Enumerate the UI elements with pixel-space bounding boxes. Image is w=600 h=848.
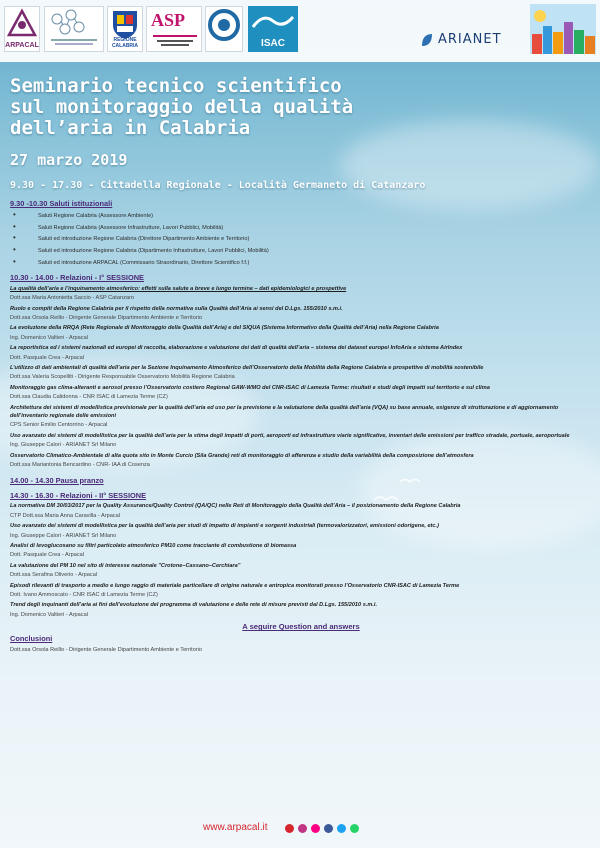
twitter-icon[interactable]: [337, 824, 346, 833]
footer: [0, 818, 600, 840]
youtube-icon[interactable]: [285, 824, 294, 833]
event-date: 27 marzo 2019: [10, 151, 128, 169]
event-venue: 9.30 - 17.30 - Cittadella Regionale - Località Germaneto di Catanzaro: [10, 180, 426, 191]
speaker: Ing. Domenico Valtieri - Arpacal: [10, 334, 88, 341]
regione-calabria-logo[interactable]: [107, 6, 143, 52]
arpacal-mark-icon: [5, 7, 39, 39]
talk-title: Architettura dei sistemi di modellistica previsionale per la qualità dell’aria ed uso per la previsione e la valutazione della qualità dell’aria (VQA) su base annuale, esigenze di strutturazione e di aggiornamento dell’inventario regionale delle emissioni: [10, 404, 559, 420]
list-item: • Saluti ed introduzione ARPACAL (Commissario Straordinario, Direttore Scientifico f.f.): [10, 259, 592, 267]
title-line: dell’aria in Calabria: [10, 117, 251, 139]
talk-title: Monitoraggio gas clima-alteranti e aerosol presso l’Osservatorio costiero Regional GAW-WMO del CNR-ISAC di Lamezia Terme: risultati e studi degli impatti sul territorio e sul clima: [10, 384, 490, 391]
talk-title: Ruolo e compiti della Regione Calabria per il rispetto della normativa sulla Qualità dell’Aria ai sensi del D.Lgs. 155/2010 s.m.i.: [10, 305, 343, 312]
talk-title: La qualità dell’aria e l’inquinamento atmosferico: effetti sulla salute a breve e lungo termine – dati epidemiologici e prospettive: [10, 285, 347, 292]
speaker: Ing. Giuseppe Calori - ARIANET Srl Milano: [10, 442, 117, 449]
list-item: • Saluti ed introduzione Regione Calabria (Direttore Dipartimento Ambiente e Territorio): [10, 235, 592, 243]
arianet-logo[interactable]: [420, 30, 522, 52]
instagram-icon[interactable]: [298, 824, 307, 833]
flickr-icon[interactable]: [311, 824, 320, 833]
molecule-logo[interactable]: [44, 6, 104, 52]
website-link[interactable]: www.arpacal.it: [203, 822, 268, 833]
logo-bar: [0, 0, 600, 62]
talk-title: La reportistica ed i sistemi nazionali ed europei di raccolta, elaborazione e valutazione dei dati di qualità dell’aria – sistema dei dataset europei InfoAria e sistema AirIndex: [10, 345, 463, 352]
talk-title: La valutazione del PM 10 nel sito di interesse nazionale "Crotone–Cassano–Cerchiara": [10, 562, 241, 569]
speaker: Dott.ssa Mariantonia Bencardino - CNR- IAA di Cosenza: [10, 462, 150, 469]
cnr-logo[interactable]: [205, 6, 243, 52]
section-heading: 10.30 - 14.00 - Relazioni - I° SESSIONE: [10, 273, 144, 283]
program: [10, 200, 592, 654]
asp-subtitle-lines-icon: [153, 33, 197, 47]
shield-icon: [108, 7, 142, 41]
talk-title: La evoluzione della RRQA (Rete Regionale di Monitoraggio della Qualità dell’Aria) e del SIQUA (Sistema Informativo della Qualità dell’Aria) nella Regione Calabria: [10, 325, 439, 332]
logo-caption: REGIONE CALABRIA: [111, 37, 139, 49]
speaker: Dott. Pasquale Crea - Arpacal: [10, 552, 84, 559]
speaker: Dott. Ivano Ammoscato - CNR ISAC di Lamezia Terme (CZ): [10, 591, 158, 598]
logo-caption: ARIANET: [438, 32, 502, 47]
speaker: Dott.ssa Valeria Scopelliti - Dirigente Responsabile Osservatorio Mobilità Regione Calabria: [10, 374, 235, 381]
talk-title: Uso avanzato dei sistemi di modellistica per la qualità dell’aria per studi di impatto di impianti e sorgenti industriali (termovalorizzatori, emissioni odorigene, etc.): [10, 523, 439, 530]
section-heading: Conclusioni: [10, 633, 53, 643]
list-item: • Saluti Regione Calabria (Assessore Ambiente): [10, 212, 592, 220]
talk-title: Uso avanzato dei sistemi di modellistica per la qualità dell’aria per la stima degli impatti di porti, aeroporti ed infrastrutture viarie significative, inventari delle emissioni per traffico stradale, portuale, aeroportuale: [10, 432, 570, 439]
isac-logo[interactable]: [248, 6, 298, 52]
session-2-talks: [10, 502, 592, 619]
list-item: • Saluti ed introduzione Regione Calabria (Dipartimento Infrastrutture, Lavori Pubblici, Mobilità): [10, 247, 592, 255]
whatsapp-icon[interactable]: [350, 824, 359, 833]
qa-note: A seguire Question and answers: [242, 622, 360, 632]
talk-title: Episodi rilevanti di trasporto a medio e lungo raggio di materiale particellare di origine naturale e antropica monitorati presso l’Osservatorio CNR-ISAC di Lamezia Terme: [10, 582, 460, 589]
speaker: Ing. Giuseppe Calori - ARIANET Srl Milano: [10, 532, 117, 539]
facebook-icon[interactable]: [324, 824, 333, 833]
speaker: Dott. Pasquale Crea - Arpacal: [10, 354, 84, 361]
arpacal-logo[interactable]: [4, 6, 40, 52]
molecule-icon: [45, 7, 103, 49]
talk-title: L’utilizzo di dati ambientali di qualità dell’aria per la Sezione Inquinamento Atmosferico dell’Osservatorio della Mobilità della Regione Calabria e prospettive di mobilità sostenibile: [10, 365, 484, 372]
logo-caption: ISAC: [261, 38, 285, 49]
speaker: Dott.ssa Serafina Oliverio - Arpacal: [10, 572, 98, 579]
logo-caption: ASP: [151, 10, 186, 30]
speaker: Dott.ssa Maria Antonietta Saccio - ASP Catanzaro: [10, 295, 134, 302]
speaker: Dott.ssa Orsola Reillo - Dirigente Generale Dipartimento Ambiente e Territorio: [10, 647, 203, 654]
speaker: CTP Dott.ssa Maria Anna Caravilla - Arpacal: [10, 512, 120, 519]
section-heading: 9.30 -10.30 Saluti istituzionali: [10, 199, 113, 208]
talk-title: La normativa DM 30/03/2017 per la Quality Assurance/Quality Control (QA/QC) nelle Reti di Monitoraggio della Qualità dell’Aria – il posizionamento della Regione Calabria: [10, 503, 461, 510]
list-item: • Saluti Regione Calabria (Assessore Infrastrutture, Lavori Pubblici, Mobilità): [10, 224, 592, 232]
city-skyline-icon: [530, 4, 596, 54]
speaker: Ing. Domenico Valtieri - Arpacal: [10, 611, 88, 618]
section-heading: 14.00 - 14.30 Pausa pranzo: [10, 475, 104, 485]
page-title: [10, 76, 490, 139]
speaker: Dott.ssa Orsola Reillo - Dirigente Generale Dipartimento Ambiente e Territorio: [10, 315, 203, 322]
leaf-icon: [420, 32, 434, 48]
asp-logo[interactable]: [146, 6, 202, 52]
cnr-mark-icon: [206, 7, 242, 47]
talk-title: Trend degli inquinanti dell’aria ai fini dell’evoluzione del programma di valutazione e delle rete di misure previsti dal D.Lgs. 155/2010 s.m.i.: [10, 602, 378, 609]
talk-title: Analisi di levoglucosano su filtri particolato atmosferico PM10 come tracciante di combustione di biomassa: [10, 542, 297, 549]
logo-caption: ARPACAL: [5, 42, 39, 49]
title-line: Seminario tecnico scientifico: [10, 75, 342, 97]
talk-title: Osservatorio Climatico-Ambientale di alta quota sito in Monte Curcio (Sila Grande) reti di monitoraggio di afferenza e studio della variabilità della composizione dell’atmosfera: [10, 452, 474, 459]
wave-icon: [249, 7, 297, 33]
title-line: sul monitoraggio della qualità: [10, 96, 354, 118]
city-illustration: [530, 4, 596, 54]
speaker: CPS Senior Emilio Centorrino - Arpacal: [10, 422, 108, 429]
session-1-talks: [10, 285, 592, 470]
speaker: Dott.ssa Claudia Calidonna - CNR ISAC di Lamezia Terme (CZ): [10, 394, 168, 401]
section-heading: 14.30 - 16.30 - Relazioni - II° SESSIONE: [10, 490, 147, 500]
